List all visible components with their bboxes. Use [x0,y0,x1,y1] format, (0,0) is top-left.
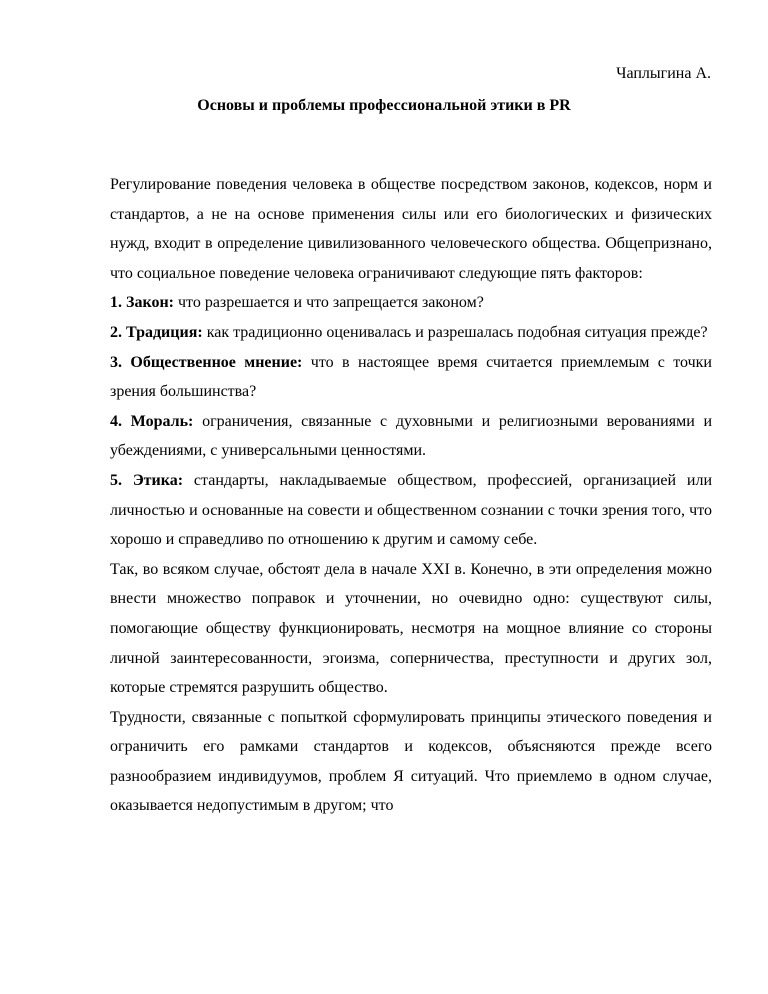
factor-text: как традиционно оценивалась и разрешалась подобная ситуация прежде? [206,323,708,341]
factor-item-public-opinion [110,348,712,407]
factor-text: стандарты, накладываемые обществом, профессией, организацией или личностью и основанные на совести и общественном сознании с точки зрения того, что хорошо и справедливо по отношению к другим и самому себе. [110,471,713,549]
intro-paragraph: Регулирование поведения человека в обществе посредством законов, кодексов, норм и стандартов, а не на основе применения силы или его биологических и физических нужд, входит в определение цивилизованного человеческого общества. Общепризнано, что социальное поведение человека ограничивают следующие пять факторов: [110,176,712,282]
body-paragraph-3: Трудности, связанные с попыткой сформулировать принципы этического поведения и ограничить его рамками стандартов и кодексов, объясняются прежде всего разнообразием индивидуумов, проблем Я ситуаций. Что приемлемо в одном случае, оказывается недопустимым в другом; что [110,708,712,815]
body-paragraph-2: Так, во всяком случае, обстоят дела в начале XXI в. Конечно, в эти определения можно внести множество поправок и уточнении, но очевидно одно: существуют силы, помогающие обществу функционировать, несмотря на мощное влияние со стороны личной заинтересованности, эгоизма, соперничества, преступности и других зол, которые стремятся разрушить общество. [110,560,712,697]
factor-term: 3. Общественное мнение: [110,353,303,371]
factor-term: 4. Мораль: [110,412,194,430]
factor-term: 2. Традиция: [110,323,203,341]
factor-text: что в настоящее время считается приемлемым с точки зрения большинства? [110,353,712,401]
document-title: Основы и проблемы профессиональной этики в PR [197,97,571,114]
factor-item-ethics [110,466,712,555]
author-name: Чаплыгина А. [616,65,711,82]
factor-item-morality [110,407,712,466]
factor-item-tradition [110,318,712,348]
factor-term: 1. Закон: [110,294,174,312]
factor-term: 5. Этика: [110,471,184,489]
document-body [110,170,712,821]
factor-text: что разрешается и что запрещается законом? [178,294,484,312]
factor-item-law [110,288,712,318]
factor-text: ограничения, связанные с духовными и религиозными верованиями и убеждениями, с универсальными ценностями. [110,412,713,460]
